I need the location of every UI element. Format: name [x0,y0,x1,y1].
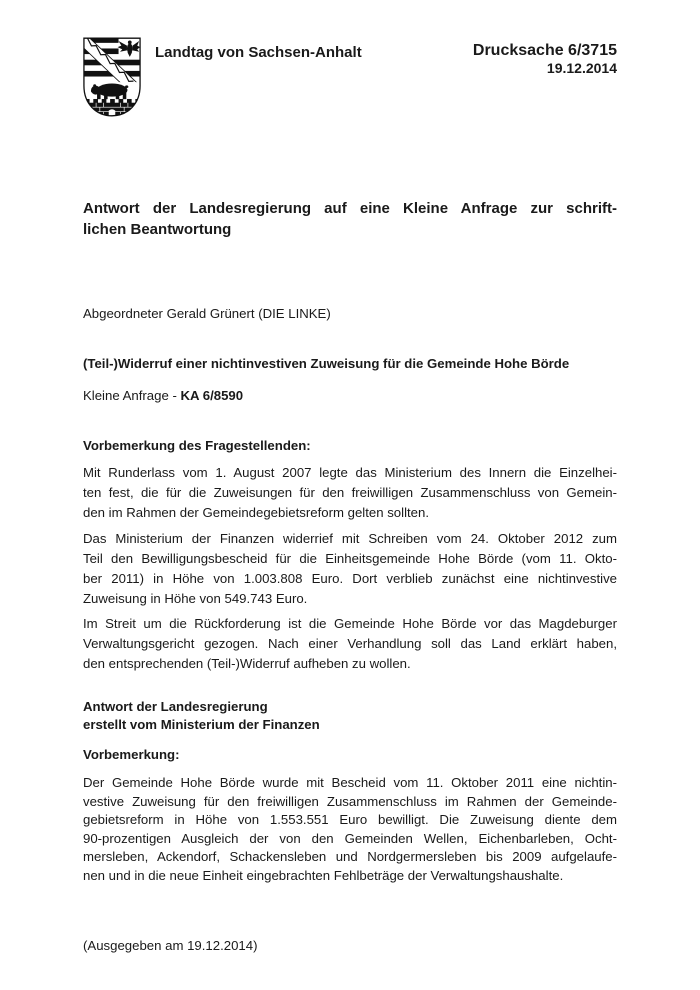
document-reference [83,41,617,77]
paragraph-line: Zuweisung in Höhe von 549.743 Euro. [83,591,308,606]
paragraph-line: mersleben, Ackendorf, Schackensleben und Nordgermersleben bis 2009 aufgelaufe- [83,849,617,864]
request-reference [83,386,617,406]
paragraph-line: Im Streit um die Rückforderung ist die Gemeinde Hohe Börde vor das Magdeburger [83,616,617,631]
paragraph-questioner-3 [83,614,617,674]
paragraph-answer-1 [83,774,617,885]
request-label: Kleine Anfrage - [83,388,181,403]
title-line-1: Antwort der Landesregierung auf eine Kleine Anfrage zur schrift- [83,200,617,217]
answer-heading-line-1: Antwort der Landesregierung [83,699,268,714]
paragraph-line: ten fest, die für die Zuweisungen für den freiwilligen Zusammenschluss von Gemein- [83,485,617,500]
section-heading-questioner-remarks: Vorbemerkung des Fragestellenden: [83,438,311,453]
paragraph-questioner-2 [83,529,617,609]
section-heading-answer [83,698,617,733]
paragraph-line: den im Rahmen der Gemeindegebietsreform gelten sollten. [83,505,429,520]
paragraph-line: vestive Zuweisung für den freiwilligen Zusammenschluss im Rahmen der Gemeinde- [83,793,617,809]
paragraph-line: nen und in die neue Einheit eingebrachten Fehlbeträge der Verwaltungshaushalte. [83,867,564,883]
drucksache-number: Drucksache 6/3715 [472,42,617,59]
paragraph-line: gebietsreform in Höhe von 1.553.551 Euro bewilligt. Die Zuweisung diente dem [83,812,617,827]
subject-line: (Teil-)Widerruf einer nichtinvestiven Zuweisung für die Gemeinde Hohe Börde [83,356,570,371]
organization-name: Landtag von Sachsen-Anhalt [155,44,362,61]
author-line: Abgeordneter Gerald Grünert (DIE LINKE) [83,306,331,321]
issued-line: (Ausgegeben am 19.12.2014) [83,938,258,953]
paragraph-questioner-1 [83,463,617,523]
document-date: 19.12.2014 [546,60,617,76]
request-number: KA 6/8590 [180,388,244,403]
paragraph-line: Das Ministerium der Finanzen widerrief mit Schreiben vom 24. Oktober 2012 zum [83,531,617,546]
answer-subheading: Vorbemerkung: [83,747,180,762]
paragraph-line: den entsprechenden (Teil-)Widerruf aufheben zu wollen. [83,656,411,671]
paragraph-line: ber 2011) in Höhe von 1.003.808 Euro. Dort verblieb zunächst eine nichtinvestive [83,571,617,586]
paragraph-line: Mit Runderlass vom 1. August 2007 legte das Ministerium des Innern die Einzelhei- [83,465,617,480]
paragraph-line: Verwaltungsgericht gezogen. Nach einer Verhandlung soll das Land erklärt haben, [83,636,617,651]
answer-heading-line-2: erstellt vom Ministerium der Finanzen [83,716,320,732]
document-title [83,198,617,240]
paragraph-line: Teil den Bewilligungsbescheid für die Einheitsgemeinde Hohe Börde (vom 11. Okto- [83,551,617,566]
title-line-2: lichen Beantwortung [83,221,232,238]
paragraph-line: Der Gemeinde Hohe Börde wurde mit Bescheid vom 11. Oktober 2011 eine nichtin- [83,775,617,790]
paragraph-line: 90-prozentigen Ausgleich der von den Gemeinden Wellen, Eichenbarleben, Ocht- [83,830,617,846]
